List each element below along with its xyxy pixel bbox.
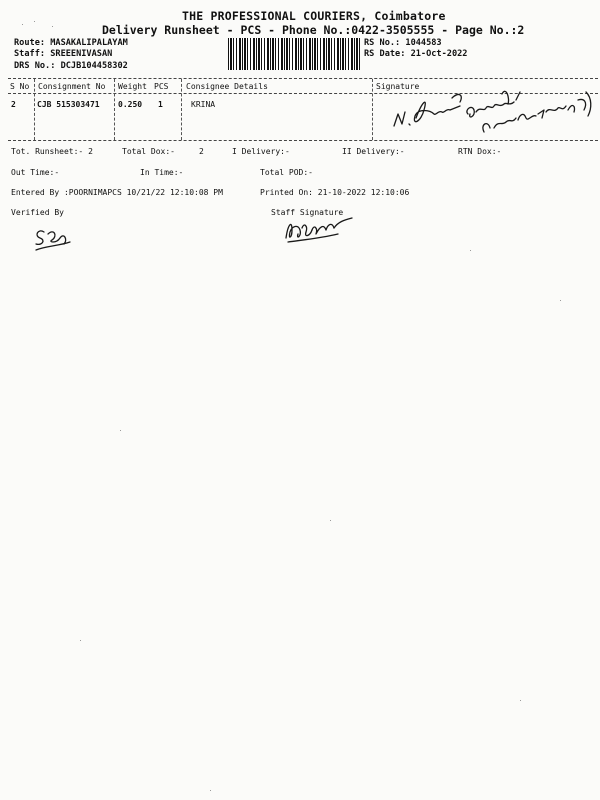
recipient-handwriting — [388, 84, 598, 142]
rs-number: RS No.: 1044583 — [364, 38, 442, 48]
staff-label: Staff: SREEENIVASAN — [14, 49, 113, 59]
staff-signature — [282, 216, 358, 246]
entered-by: Entered By :POORNIMAPCS 10/21/22 12:10:08 PM — [11, 188, 223, 197]
header-consignee: Consignee Details — [186, 82, 268, 91]
rs-date: RS Date: 21-Oct-2022 — [364, 49, 468, 59]
total-runsheet: Tot. Runsheet:- 2 — [11, 147, 93, 156]
table-top-rule — [8, 78, 598, 79]
verified-by-signature — [30, 222, 78, 256]
staff-signature-label: Staff Signature — [271, 208, 344, 217]
scan-speck — [210, 790, 211, 791]
total-pod: Total POD:- — [260, 168, 313, 177]
col-divider — [372, 79, 373, 140]
row-pcs: 1 — [158, 100, 163, 109]
verified-by-label: Verified By — [11, 208, 64, 217]
in-time: In Time:- — [140, 168, 184, 177]
scan-speck — [520, 700, 521, 701]
route-label: Route: MASAKALIPALAYAM — [14, 38, 128, 48]
scan-speck — [52, 26, 53, 27]
company-title: THE PROFESSIONAL COURIERS, Coimbatore — [182, 9, 446, 23]
scan-speck — [22, 24, 23, 25]
col-divider — [34, 79, 35, 140]
row-sno: 2 — [11, 100, 16, 109]
scan-speck — [34, 21, 35, 22]
drs-number: DRS No.: DCJB104458302 — [14, 61, 128, 71]
row-weight: 0.250 — [118, 100, 143, 109]
first-delivery: I Delivery:- — [232, 147, 290, 156]
out-time: Out Time:- — [11, 168, 60, 177]
row-consignee: KRINA — [191, 100, 216, 109]
total-dox-label: Total Dox:- — [122, 147, 175, 156]
printed-on: Printed On: 21-10-2022 12:10:06 — [260, 188, 410, 197]
scan-speck — [330, 520, 331, 521]
second-delivery: II Delivery:- — [342, 147, 405, 156]
scan-speck — [80, 640, 81, 641]
header-consignment: Consignment No — [38, 82, 106, 91]
barcode — [228, 38, 360, 70]
total-dox-value: 2 — [199, 147, 204, 156]
col-divider — [114, 79, 115, 140]
col-divider — [181, 79, 182, 140]
scan-speck — [120, 430, 121, 431]
header-signature: Signature — [376, 82, 420, 91]
header-pcs: PCS — [154, 82, 169, 91]
rtn-dox: RTN Dox:- — [458, 147, 502, 156]
scan-speck — [470, 250, 471, 251]
header-weight: Weight — [118, 82, 147, 91]
scan-speck — [560, 300, 561, 301]
row-consignment: CJB 515303471 — [37, 100, 100, 109]
runsheet-subtitle: Delivery Runsheet - PCS - Phone No.:0422-3505555 - Page No.:2 — [102, 23, 525, 37]
header-sno: S No — [10, 82, 30, 91]
